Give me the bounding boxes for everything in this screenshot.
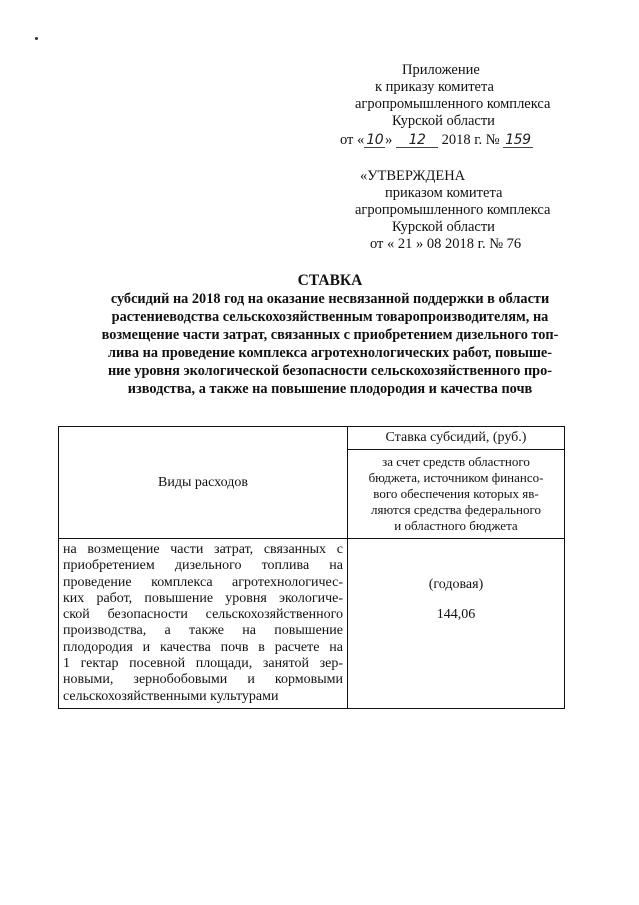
date-prefix: от « [340, 132, 365, 148]
subtitle-line: лива на проведение комплекса агротехнологических работ, повыше- [107, 345, 553, 361]
subtitle-line: ние уровня экологической безопасности сельскохозяйственного про- [107, 363, 553, 379]
description-line: ких работ, повышение уровня экологиче- [63, 590, 343, 606]
appendix-line: агропромышленного комплекса [355, 96, 551, 112]
description-line: 1 гектар посевной площади, занятой зер- [63, 656, 343, 672]
description-line: новыми, зернобобовыми и кормовыми [63, 672, 343, 688]
approved-line: агропромышленного комплекса [355, 202, 551, 218]
description-line: проведение комплекса агротехнологичес- [63, 574, 343, 590]
scan-speck [35, 37, 38, 40]
rates-table [58, 426, 565, 709]
subtitle-line: изводства, а также на повышение плодородия и качества почв [127, 381, 533, 397]
description-line: ской безопасности сельскохозяйственного [63, 607, 343, 623]
description-line: на возмещение части затрат, связанных с [63, 542, 343, 557]
date-year: 2018 г. № [441, 132, 500, 148]
description-line: плодородия и качества почв в расчете на [63, 639, 343, 655]
rate-amount: 144,06 [436, 607, 476, 622]
document-title: СТАВКА [297, 272, 363, 289]
approved-line: «УТВЕРЖДЕНА [360, 168, 466, 184]
appendix-line: Курской области [392, 113, 495, 129]
handwritten-month: 12 [396, 133, 438, 148]
appendix-line: Приложение [402, 62, 480, 78]
appendix-date-line [340, 132, 570, 149]
source-header-line: вого обеспечения которых яв- [373, 486, 539, 501]
kinds-header: Виды расходов [59, 427, 348, 539]
rate-period: (годовая) [428, 577, 484, 592]
rate-header: Ставка субсидий, (руб.) [348, 427, 565, 450]
description-line: сельскохозяйственными культурами [63, 688, 279, 704]
date-mid: » [385, 132, 393, 148]
row-value [348, 539, 565, 709]
approved-block [340, 168, 570, 253]
source-header-line: и областного бюджета [394, 518, 518, 533]
source-header [348, 450, 565, 539]
table-header-row [59, 427, 565, 450]
approved-line: от « 21 » 08 2018 г. № 76 [370, 236, 522, 252]
appendix-line: к приказу комитета [375, 79, 494, 95]
document-subtitle [80, 290, 580, 398]
description-line: производства, а также на повышение [63, 623, 343, 639]
row-description [59, 539, 348, 709]
handwritten-number: 159 [505, 132, 531, 148]
approved-line: Курской области [392, 219, 495, 235]
source-header-line: ляются средства федерального [371, 502, 541, 517]
source-header-line: за счет средств областного [382, 454, 530, 469]
table-row [59, 539, 565, 709]
subtitle-line: растениеводства сельскохозяйственным товаропроизводителям, на [111, 309, 549, 325]
handwritten-day: 10 [366, 132, 384, 148]
appendix-block [340, 62, 570, 149]
description-line: приобретением дизельного топлива на [63, 558, 343, 574]
subtitle-line: возмещение части затрат, связанных с приобретением дизельного топ- [101, 327, 559, 343]
approved-line: приказом комитета [385, 185, 503, 201]
subtitle-line: субсидий на 2018 год на оказание несвязанной поддержки в области [110, 291, 550, 307]
source-header-line: бюджета, источником финансо- [368, 470, 544, 485]
